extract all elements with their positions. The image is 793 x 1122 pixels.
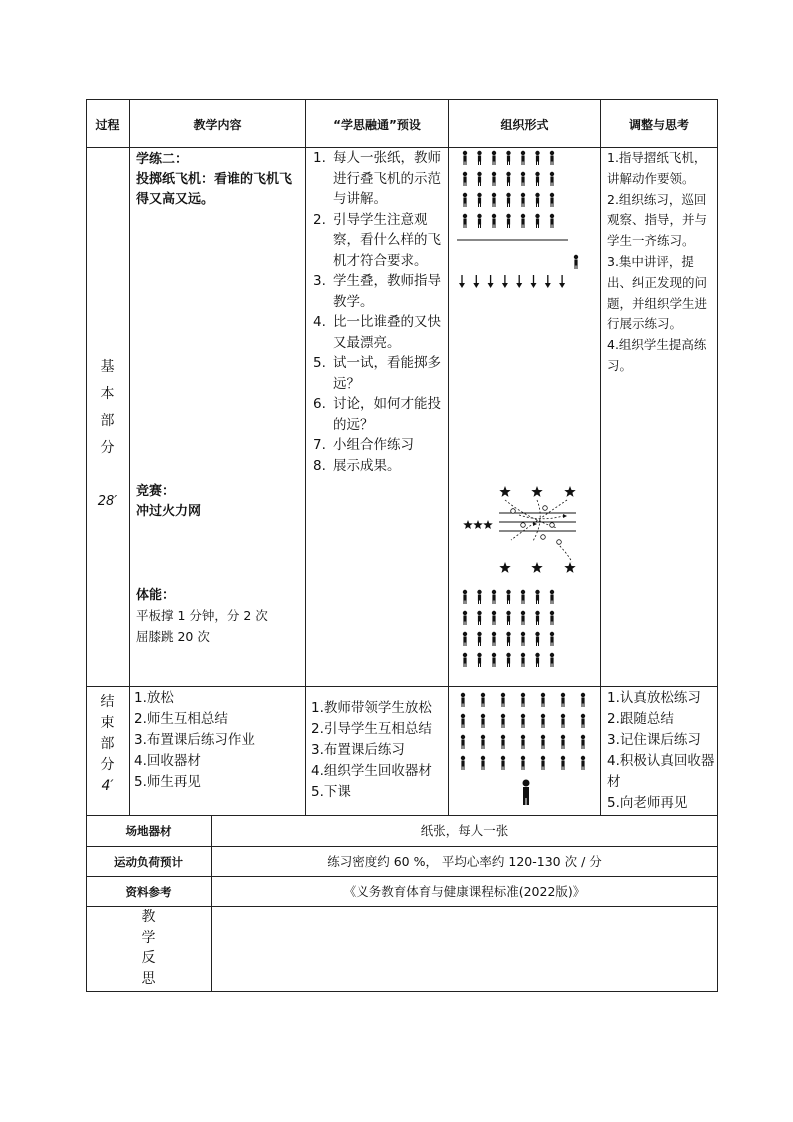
student-icon bbox=[506, 590, 510, 604]
preset-steps bbox=[309, 148, 445, 476]
student-icon bbox=[550, 611, 554, 625]
student-icon bbox=[521, 590, 525, 604]
student-formation bbox=[463, 151, 554, 228]
ending-reflection: 1.认真放松练习 2.跟随总结 3.记住课后练习 4.积极认真回收器材 5.向老师再见 bbox=[607, 690, 715, 811]
reference-value: 《义务教育体育与健康课程标准(2022版)》 bbox=[343, 884, 586, 899]
student-icon bbox=[481, 756, 485, 770]
star-icon bbox=[499, 562, 510, 573]
fire-net-diagram bbox=[463, 486, 576, 573]
student-icon bbox=[461, 693, 465, 707]
step-item: 1. 每人一张纸，教师进行叠飞机的示范与讲解。 bbox=[313, 150, 441, 207]
student-icon bbox=[535, 653, 539, 667]
practice-desc: 投掷纸飞机：看谁的飞机飞得又高又远。 bbox=[136, 172, 293, 207]
student-icon bbox=[521, 756, 525, 770]
student-icon bbox=[492, 151, 496, 165]
student-icon bbox=[561, 735, 565, 749]
student-icon bbox=[463, 151, 467, 165]
star-icon bbox=[531, 486, 542, 497]
arrow-down-icon bbox=[516, 275, 522, 288]
teacher-icon bbox=[523, 780, 530, 806]
header-preset: “学思融通”预设 bbox=[333, 118, 421, 132]
student-icon bbox=[463, 193, 467, 207]
student-icon bbox=[581, 693, 585, 707]
step-item: 7. 小组合作练习 bbox=[313, 437, 414, 453]
ending-organization-diagram bbox=[449, 687, 600, 815]
student-icon bbox=[477, 653, 481, 667]
student-icon bbox=[492, 172, 496, 186]
student-icon bbox=[550, 632, 554, 646]
student-icon bbox=[521, 714, 525, 728]
practice-title: 学练二： bbox=[136, 152, 189, 167]
student-icon bbox=[541, 693, 545, 707]
star-icon bbox=[564, 562, 575, 573]
student-icon bbox=[521, 735, 525, 749]
step-item: 6. 讨论，如何才能投的远？ bbox=[313, 396, 441, 433]
basic-reflection: 1.指导摺纸飞机，讲解动作要领。 2.组织练习，巡回观察、指导，并与学生一齐练习。 3.集中讲评，提出、纠正发现的问题，并组织学生进行展示练习。 4.组织学生提高练习。 bbox=[607, 150, 708, 373]
student-icon bbox=[506, 193, 510, 207]
student-icon bbox=[550, 172, 554, 186]
teacher-icon bbox=[574, 255, 578, 269]
student-icon bbox=[501, 735, 505, 749]
student-icon bbox=[561, 756, 565, 770]
load-value: 练习密度约 60 %， 平均心率约 120-130 次 / 分 bbox=[327, 854, 602, 869]
step-item: 5. 试一试，看能掷多远？ bbox=[313, 355, 441, 392]
student-icon bbox=[521, 653, 525, 667]
equipment-value: 纸张，每人一张 bbox=[420, 823, 509, 838]
student-icon bbox=[492, 214, 496, 228]
arrow-down-icon bbox=[473, 275, 479, 288]
student-icon bbox=[521, 693, 525, 707]
student-icon bbox=[506, 151, 510, 165]
arrow-down-icon bbox=[488, 275, 494, 288]
student-icon bbox=[541, 714, 545, 728]
reference-label: 资料参考 bbox=[125, 885, 172, 899]
ending-content: 1.放松 2.师生互相总结 3.布置课后练习作业 4.回收器材 5.师生再见 bbox=[134, 690, 255, 790]
fitness-item: 屈膝跳 20 次 bbox=[136, 629, 210, 644]
student-icon bbox=[506, 632, 510, 646]
star-icon bbox=[473, 520, 483, 529]
step-item: 2. 引导学生注意观察，看什么样的飞机才符合要求。 bbox=[313, 211, 441, 269]
student-icon bbox=[521, 611, 525, 625]
student-icon bbox=[535, 214, 539, 228]
student-icon bbox=[481, 735, 485, 749]
student-icon bbox=[535, 632, 539, 646]
arrow-down-icon bbox=[502, 275, 508, 288]
student-icon bbox=[535, 151, 539, 165]
student-icon bbox=[492, 590, 496, 604]
star-icon bbox=[463, 520, 473, 529]
ending-preset: 1.教师带领学生放松 2.引导学生互相总结 3.布置课后练习 4.组织学生回收器材 5.下课 bbox=[311, 700, 432, 800]
student-icon bbox=[535, 611, 539, 625]
student-icon bbox=[477, 632, 481, 646]
student-icon bbox=[492, 653, 496, 667]
basic-section-label: 基 本 部 分 bbox=[100, 359, 115, 456]
student-icon bbox=[506, 214, 510, 228]
student-icon bbox=[477, 611, 481, 625]
student-icon bbox=[463, 214, 467, 228]
game-title: 竞赛： bbox=[136, 484, 176, 499]
student-icon bbox=[550, 193, 554, 207]
ending-student-formation bbox=[461, 693, 585, 770]
equipment-label: 场地器材 bbox=[125, 824, 172, 838]
student-icon bbox=[492, 632, 496, 646]
student-icon bbox=[506, 172, 510, 186]
student-icon bbox=[481, 714, 485, 728]
student-icon bbox=[501, 693, 505, 707]
student-icon bbox=[535, 172, 539, 186]
arrow-down-icon bbox=[531, 275, 537, 288]
student-icon bbox=[521, 632, 525, 646]
arrow-down-icon bbox=[459, 275, 465, 288]
student-icon bbox=[535, 590, 539, 604]
student-icon bbox=[581, 714, 585, 728]
student-icon bbox=[521, 193, 525, 207]
student-icon bbox=[521, 214, 525, 228]
student-icon bbox=[550, 214, 554, 228]
student-icon bbox=[501, 714, 505, 728]
student-icon bbox=[463, 632, 467, 646]
student-icon bbox=[521, 172, 525, 186]
arrow-down-icon bbox=[559, 275, 565, 288]
student-icon bbox=[535, 193, 539, 207]
game-desc: 冲过火力网 bbox=[136, 504, 202, 519]
student-icon bbox=[463, 590, 467, 604]
header-organization: 组织形式 bbox=[500, 118, 549, 132]
student-icon bbox=[506, 653, 510, 667]
student-icon bbox=[492, 193, 496, 207]
student-icon bbox=[581, 735, 585, 749]
header-process: 过程 bbox=[95, 118, 120, 132]
student-icon bbox=[461, 756, 465, 770]
load-label: 运动负荷预计 bbox=[114, 855, 183, 869]
star-icon bbox=[531, 562, 542, 573]
fitness-title: 体能： bbox=[136, 588, 176, 603]
student-icon bbox=[501, 756, 505, 770]
student-icon bbox=[477, 151, 481, 165]
step-item: 8. 展示成果。 bbox=[313, 457, 401, 474]
fitness-item: 平板撑 1 分钟，分 2 次 bbox=[136, 608, 268, 623]
header-content: 教学内容 bbox=[193, 118, 242, 132]
teaching-reflection-area[interactable] bbox=[212, 907, 717, 991]
basic-duration: 28′ bbox=[97, 494, 118, 509]
student-icon bbox=[463, 653, 467, 667]
student-icon bbox=[561, 693, 565, 707]
star-icon bbox=[483, 520, 493, 529]
student-icon bbox=[463, 611, 467, 625]
fitness-formation bbox=[463, 590, 554, 667]
student-icon bbox=[561, 714, 565, 728]
student-icon bbox=[477, 193, 481, 207]
student-icon bbox=[463, 172, 467, 186]
throw-direction-arrows bbox=[459, 275, 565, 288]
student-icon bbox=[477, 214, 481, 228]
student-icon bbox=[581, 756, 585, 770]
star-icon bbox=[564, 486, 575, 497]
student-icon bbox=[521, 151, 525, 165]
student-icon bbox=[550, 653, 554, 667]
student-icon bbox=[492, 611, 496, 625]
organization-diagram bbox=[449, 148, 600, 686]
student-icon bbox=[550, 590, 554, 604]
step-item: 3. 学生叠，教师指导教学。 bbox=[313, 273, 441, 310]
student-icon bbox=[477, 590, 481, 604]
star-icon bbox=[499, 486, 510, 497]
student-icon bbox=[550, 151, 554, 165]
student-icon bbox=[461, 714, 465, 728]
teaching-reflection-label: 教 学 反 思 bbox=[141, 909, 156, 987]
student-icon bbox=[541, 756, 545, 770]
student-icon bbox=[477, 172, 481, 186]
header-reflection: 调整与思考 bbox=[628, 118, 689, 132]
student-icon bbox=[506, 611, 510, 625]
ending-section-label: 结 束 部 分 4′ bbox=[100, 694, 115, 794]
step-item: 4. 比一比谁叠的又快又最漂亮。 bbox=[313, 314, 441, 351]
student-icon bbox=[481, 693, 485, 707]
student-icon bbox=[461, 735, 465, 749]
arrow-down-icon bbox=[545, 275, 551, 288]
student-icon bbox=[541, 735, 545, 749]
